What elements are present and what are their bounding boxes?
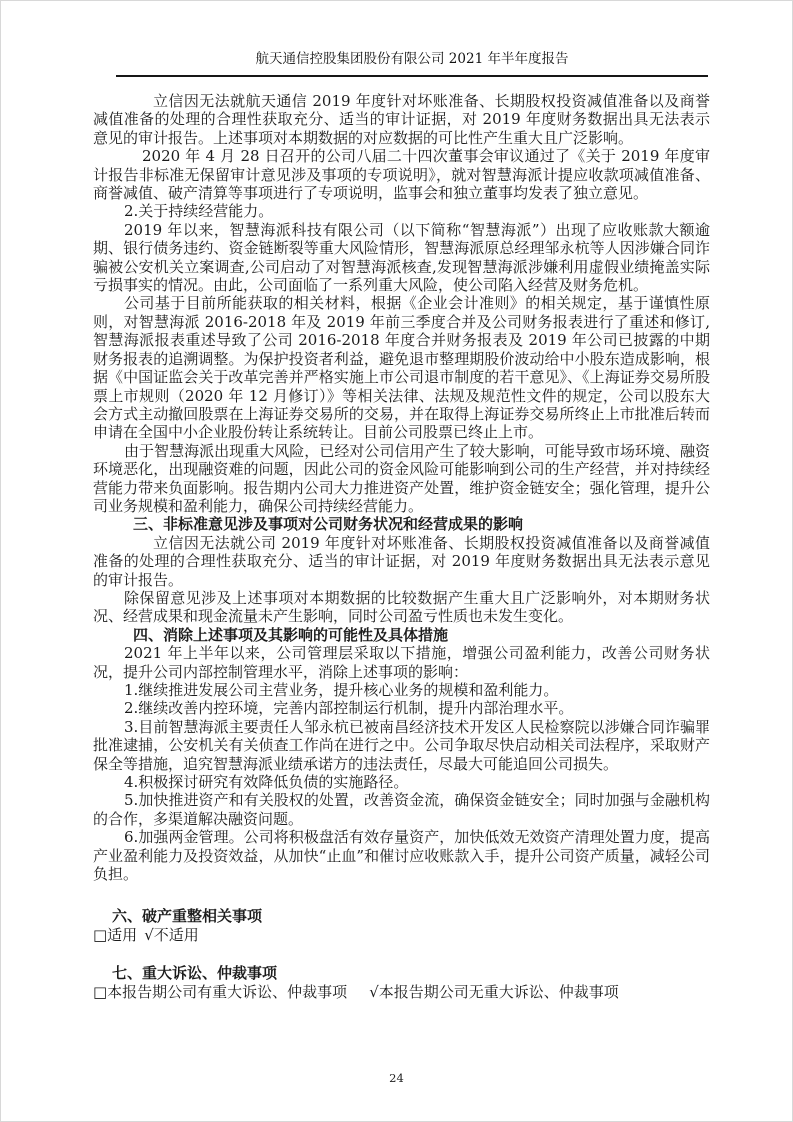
checkbox-no-litigation-checked: √本报告期公司无重大诉讼、仲裁事项: [369, 982, 619, 1001]
paragraph-measure-5: 5.加快推进资产和有关股权的处置，改善资金流，确保资金链安全；同时加强与金融机构的合作，多渠道解决融资问题。: [93, 791, 710, 828]
paragraph-audit-opinion-repeat: 立信因无法就公司 2019 年度针对坏账准备、长期股权投资减值准备以及商誉减值准备的处理的合理性获取充分、适当的审计证据，对 2019 年度财务数据出具无法表示意见的审计报告。: [93, 533, 710, 589]
report-header-title: 航天通信控股集团股份有限公司 2021 年半年度报告: [255, 51, 569, 67]
page-number: 24: [389, 1071, 404, 1085]
paragraph-smartheron-risk: 2019 年以来，智慧海派科技有限公司（以下简称“智慧海派”）出现了应收账款大额逾期、银行债务违约、资金链断裂等重大风险情形，智慧海派原总经理邹永杭等人因涉嫌合同诈骗被公安机关立案调查,公司启动了对智慧海派核查,发现智慧海派涉嫌利用虚假业绩掩盖实际亏损事实的情况。由此，公司面临了一系列重大风险，使公司陷入经营及财务危机。: [93, 220, 710, 295]
paragraph-board-meeting: 2020 年 4 月 28 日召开的公司八届二十四次董事会审议通过了《关于 2019 年度审计报告非标准无保留审计意见涉及事项的专项说明》，就对智慧海派计提应收款项减值准备、商誉减值、破产清算等事项进行了专项说明，监事会和独立董事均发表了独立意见。: [93, 147, 710, 203]
paragraph-measure-1: 1.继续推进发展公司主营业务，提升核心业务的规模和盈利能力。: [124, 681, 559, 699]
paragraph-measure-4: 4.积极探讨研究有效降低负债的实施路径。: [124, 773, 409, 792]
checkbox-has-litigation-unchecked: □本报告期公司有重大诉讼、仲裁事项: [93, 982, 348, 1001]
bankruptcy-applicability-line: [93, 926, 710, 944]
paragraph-measure-6: 6.加强两金管理。公司将积极盘活有效存量资产，加快低效无效资产清理处置力度，提高产业盈利能力及投资效益，从加快“止血”和催讨应收账款入手，提升公司资产质量，减轻公司负担。: [93, 828, 710, 884]
paragraph-measures-intro: 2021 年上半年以来，公司管理层采取以下措施，增强公司盈利能力，改善公司财务状况，提升公司内部控制管理水平，消除上述事项的影响：: [93, 644, 710, 681]
paragraph-audit-opinion: 立信因无法就航天通信 2019 年度针对坏账准备、长期股权投资减值准备以及商誉减值准备的处理的合理性获取充分、适当的审计证据，对 2019 年度财务数据出具无法表示意见的审计报告。上述事项对本期数据的对应数据的可比性产生重大且广泛影响。: [93, 92, 710, 147]
checkbox-applicable-unchecked: □适用: [93, 925, 138, 944]
header-divider-line: [116, 75, 708, 77]
section-heading-three: 三、非标准意见涉及事项对公司财务状况和经营成果的影响: [133, 515, 524, 534]
paragraph-credit-impact: 由于智慧海派出现重大风险，已经对公司信用产生了较大影响，可能导致市场环境、融资环境恶化，出现融资难的问题，因此公司的资金风险可能影响到公司的生产经营，并对持续经营能力带来负面影响。报告期内公司大力推进资产处置，维护资金链安全；强化管理，提升公司业务规模和盈利能力，确保公司持续经营能力。: [93, 441, 710, 515]
paragraph-going-concern-title: 2.关于持续经营能力。: [124, 202, 274, 221]
paragraph-measure-3: 3.目前智慧海派主要责任人邹永杭已被南昌经济技术开发区人民检察院以涉嫌合同诈骗罪批准逮捕，公安机关有关侦查工作尚在进行之中。公司争取尽快启动相关司法程序，采取财产保全等措施，追究智慧海派业绩承诺方的违法责任，尽最大可能追回公司损失。: [93, 717, 710, 773]
section-heading-four: 四、消除上述事项及其影响的可能性及具体措施: [133, 625, 449, 644]
section-heading-seven-litigation: 七、重大诉讼、仲裁事项: [112, 964, 278, 983]
checkbox-not-applicable-checked: √不适用: [144, 925, 199, 944]
section-heading-six-bankruptcy: 六、破产重整相关事项: [112, 907, 263, 926]
paragraph-measure-2: 2.继续改善内控环境，完善内部控制运行机制，提升内部治理水平。: [124, 699, 574, 718]
litigation-applicability-line: [93, 983, 710, 1001]
document-body: [93, 92, 710, 1001]
paragraph-restatement-delisting: 公司基于目前所能获取的相关材料，根据《企业会计准则》的相关规定，基于谨慎性原则，对智慧海派 2016-2018 年及 2019 年前三季度合并及公司财务报表进行了重述和修订,智慧海派报表重述导致了公司 2016-2018 年度合并财务报表及 2019 年公司已披露的中期财务报表的追溯调整。为保护投资者利益，避免退市整理期股价波动给中小股东造成影响，根据《中国证监会关于改革完善并严格实施上市公司退市制度的若干意见》、《上海证券交易所股票上市规则（2020 年 12 月修订）》等相关法律、法规及规范性文件的规定，公司以股东大会方式主动撤回股票在上海证券交易所的交易，并在取得上海证券交易所终止上市批准后转而申请在全国中小企业股份转让系统转让。目前公司股票已终止上市。: [93, 294, 710, 442]
paragraph-comparative-impact: 除保留意见涉及上述事项对本期数据的比较数据产生重大且广泛影响外，对本期财务状况、经营成果和现金流量未产生影响，同时公司盈亏性质也未发生变化。: [93, 588, 710, 626]
